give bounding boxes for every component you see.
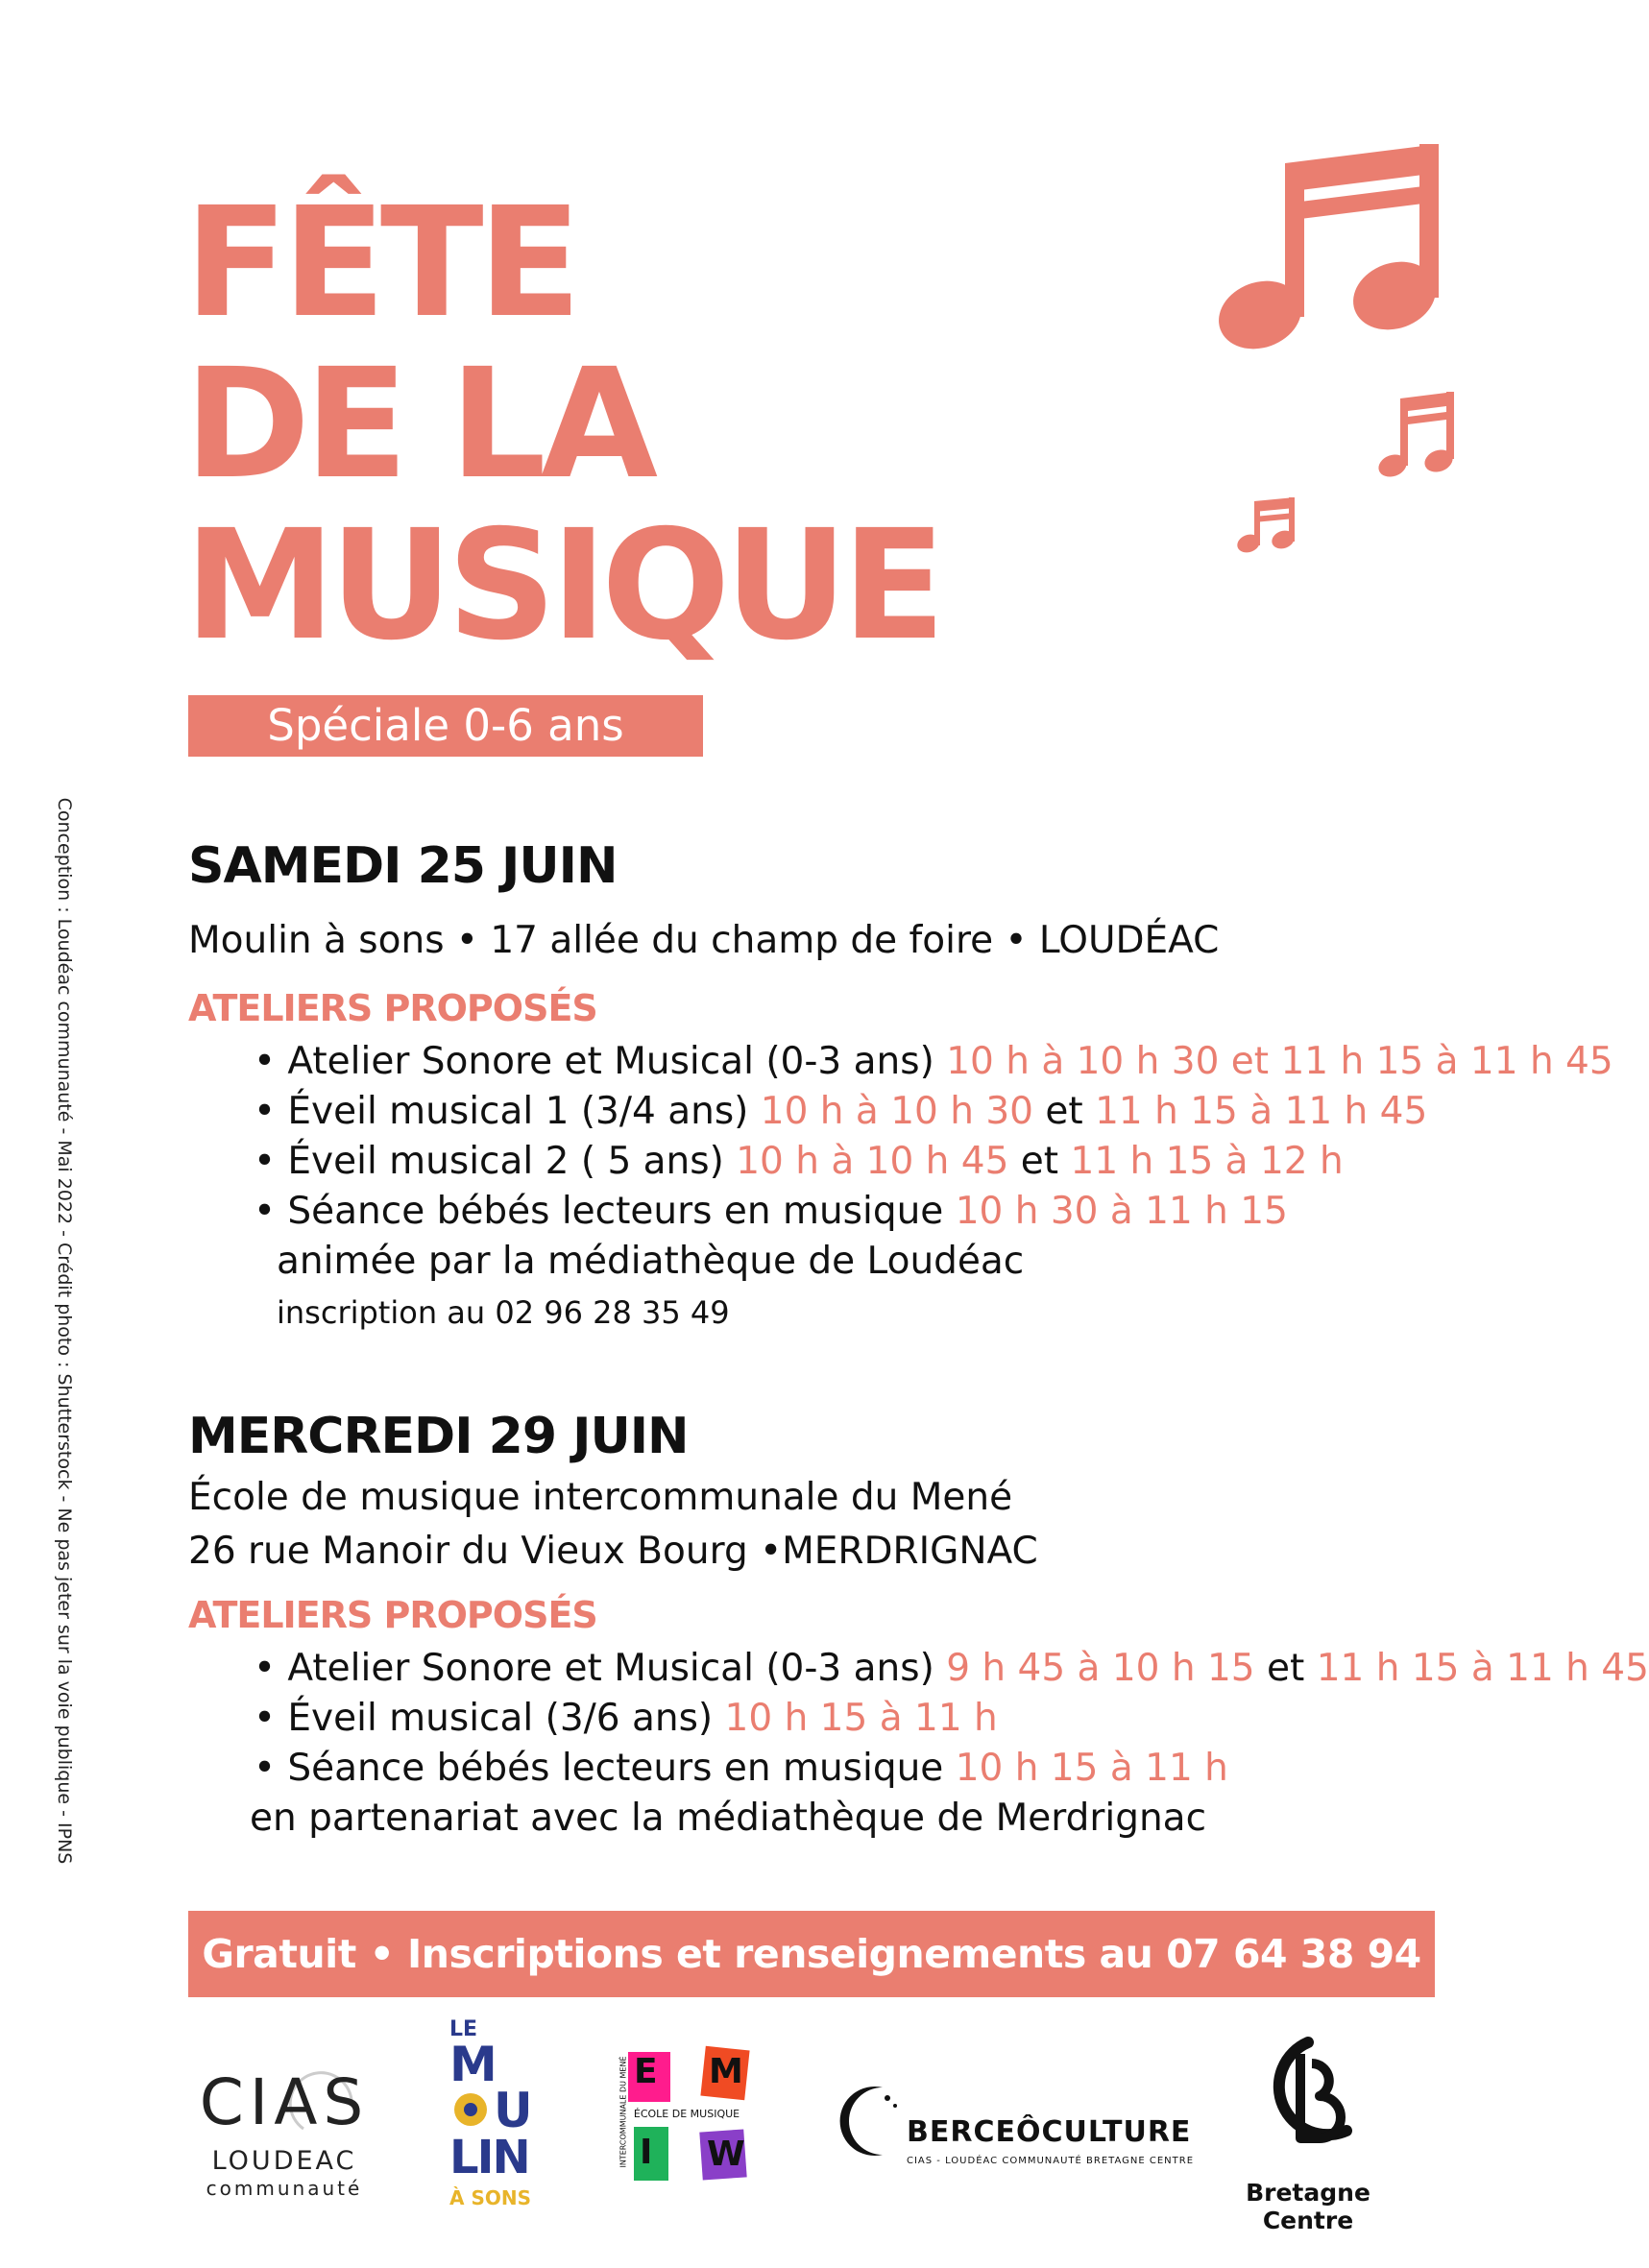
subtitle-band: Spéciale 0-6 ans [188,695,703,757]
day2-address-line-2: 26 rue Manoir du Vieux Bourg •MERDRIGNAC [188,1530,1038,1573]
day2-address-line-1: École de musique intercommunale du Mené [188,1476,1013,1519]
day1-note-1: animée par la médiathèque de Loudéac [277,1240,1025,1283]
day2-ateliers-list [250,1644,1649,1844]
title-line-1: FÊTE [184,175,576,351]
cias-title: CIAS [199,2065,370,2139]
day2-ateliers-heading: ATELIERS PROPOSÉS [188,1594,597,1636]
day1-title: SAMEDI 25 JUIN [188,837,618,895]
bretagne-centre-logo [1202,2025,1414,2234]
berceoculture-name: BERCEÔCULTURE [907,2115,1192,2149]
crescent-moon-icon [839,2083,907,2159]
list-item: • Atelier Sonore et Musical (0-3 ans) 9 h 45 à 10 h 15 et 11 h 15 à 11 h 45 [254,1647,1649,1690]
berceoculture-logo [839,2067,1195,2183]
day2-title: MERCREDI 29 JUIN [188,1408,689,1465]
list-item: • Séance bébés lecteurs en musique 10 h 30 à 11 h 15 [254,1190,1288,1233]
title-line-2: DE LA [184,336,653,513]
music-notes-icon [1191,125,1479,567]
cias-line-2: communauté [206,2177,363,2200]
title-line-3: MUSIQUE [184,497,940,674]
bretagne-centre-label: Bretagne Centre [1246,2179,1370,2234]
day2-note-1: en partenariat avec la médiathèque de Merdrignac [250,1797,1207,1840]
list-item: • Atelier Sonore et Musical (0-3 ans) 10 h à 10 h 30 et 11 h 15 à 11 h 45 [254,1040,1613,1083]
day1-ateliers-heading: ATELIERS PROPOSÉS [188,987,597,1029]
moulin-logo: LE M U LIN À SONS [449,2017,533,2209]
day1-note-2: inscription au 02 96 28 35 49 [277,1294,730,1331]
bretagne-centre-b-icon [1252,2025,1364,2169]
cias-line-1: LOUDEAC [211,2146,357,2176]
berceoculture-sub: CIAS - LOUDÉAC COMMUNAUTÉ BRETAGNE CENTRE [907,2156,1195,2166]
list-item: • Éveil musical 1 (3/4 ans) 10 h à 10 h 30 et 11 h 15 à 11 h 45 [254,1090,1428,1133]
list-item: • Éveil musical (3/6 ans) 10 h 15 à 11 h [254,1697,998,1740]
ecole-musique-logo: E M I W ÉCOLE DE MUSIQUE INTERCOMMUNALE DU MENÉ [615,2044,759,2188]
list-item: • Séance bébés lecteurs en musique 10 h 15 à 11 h [254,1747,1228,1790]
cias-logo [198,2065,371,2219]
poster-title [184,175,940,674]
day1-ateliers-list [254,1037,1613,1339]
info-banner: Gratuit • Inscriptions et renseignements au 07 64 38 94 56 [188,1911,1435,1997]
credit-label: Conception : Loudéac communauté - Mai 2022 - Crédit photo : Shutterstock - Ne pas jeter sur la voie publique - IPNS [54,797,75,1865]
day1-address: Moulin à sons • 17 allée du champ de foire • LOUDÉAC [188,919,1220,962]
moulin-disc-icon [451,2090,490,2129]
credit-text [50,776,79,1886]
partner-logos [0,2012,1604,2242]
list-item: • Éveil musical 2 ( 5 ans) 10 h à 10 h 45 et 11 h 15 à 12 h [254,1140,1344,1183]
